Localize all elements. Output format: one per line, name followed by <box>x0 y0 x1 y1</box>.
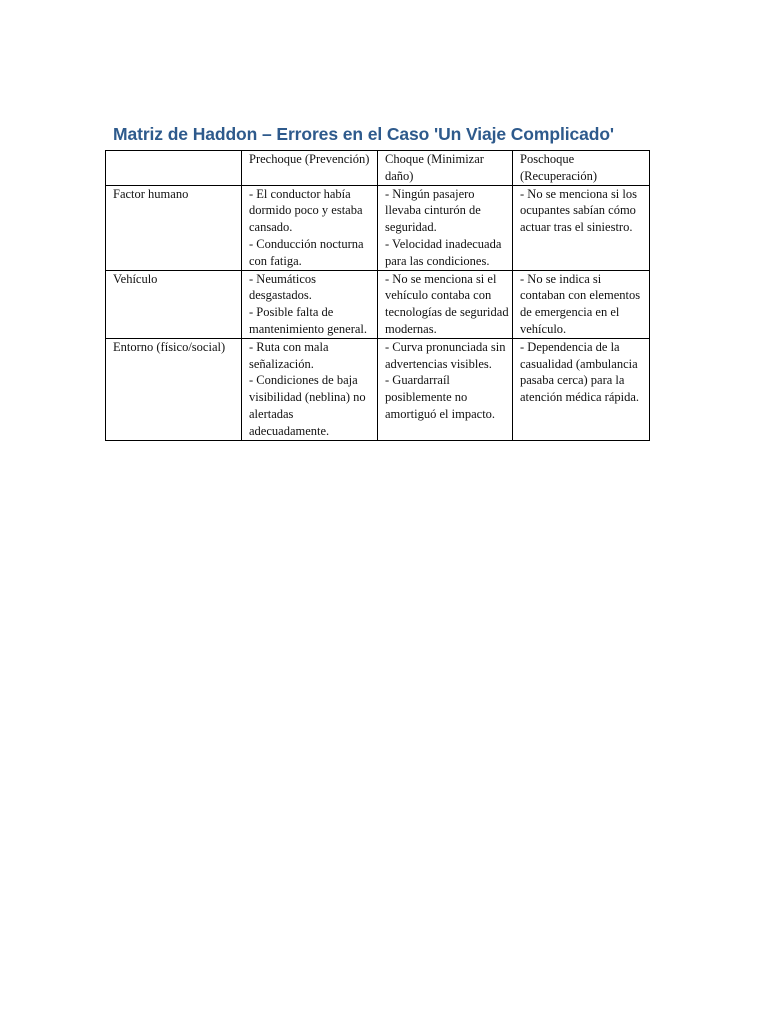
cell-line: - No se menciona si el vehículo contaba con tecnologías de seguridad modernas. <box>385 271 509 336</box>
row-label-factor-humano: Factor humano <box>106 185 242 270</box>
cell-line: - Conducción nocturna con fatiga. <box>249 236 364 268</box>
cell-line: - Posible falta de mantenimiento general. <box>249 305 368 336</box>
cell-line: - Guardarraíl posiblemente no amortiguó el impacto. <box>385 373 496 421</box>
cell-vehiculo-poschoque <box>513 270 650 338</box>
cell-line: - No se indica si contaban con elementos de emergencia en el vehículo. <box>520 271 641 336</box>
header-empty-cell <box>106 151 242 186</box>
cell-line: - No se menciona si los ocupantes sabían cómo actuar tras el siniestro. <box>520 186 637 235</box>
cell-line: - Ruta con mala señalización. <box>249 339 329 371</box>
cell-factor-humano-choque <box>378 185 513 270</box>
cell-line: - El conductor había dormido poco y estaba cansado. <box>249 186 363 235</box>
cell-line: - Curva pronunciada sin advertencias visibles. <box>385 339 506 371</box>
cell-line: - Ningún pasajero llevaba cinturón de seguridad. <box>385 186 481 235</box>
cell-factor-humano-poschoque <box>513 185 650 270</box>
table-row-entorno <box>106 338 650 440</box>
cell-line: - Condiciones de baja visibilidad (neblina) no alertadas adecuadamente. <box>249 373 366 438</box>
row-label-vehiculo: Vehículo <box>106 270 242 338</box>
cell-vehiculo-prechoque <box>242 270 378 338</box>
cell-entorno-prechoque <box>242 338 378 440</box>
document-title: Matriz de Haddon – Errores en el Caso 'Un Viaje Complicado' <box>113 124 614 144</box>
header-choque: Choque (Minimizar daño) <box>378 151 513 186</box>
cell-entorno-poschoque <box>513 338 650 440</box>
header-prechoque: Prechoque (Prevención) <box>242 151 378 186</box>
cell-vehiculo-choque <box>378 270 513 338</box>
cell-line: - Dependencia de la casualidad (ambulancia pasaba cerca) para la atención médica rápida. <box>520 339 640 405</box>
table-header-row <box>106 151 650 186</box>
cell-factor-humano-prechoque <box>242 185 378 270</box>
row-label-entorno: Entorno (físico/social) <box>106 338 242 440</box>
cell-line: - Velocidad inadecuada para las condiciones. <box>385 236 502 268</box>
table-row-factor-humano <box>106 185 650 270</box>
cell-entorno-choque <box>378 338 513 440</box>
haddon-matrix-table <box>105 150 650 441</box>
cell-line: - Neumáticos desgastados. <box>249 271 316 303</box>
table-row-vehiculo <box>106 270 650 338</box>
header-poschoque: Poschoque (Recuperación) <box>513 151 650 186</box>
